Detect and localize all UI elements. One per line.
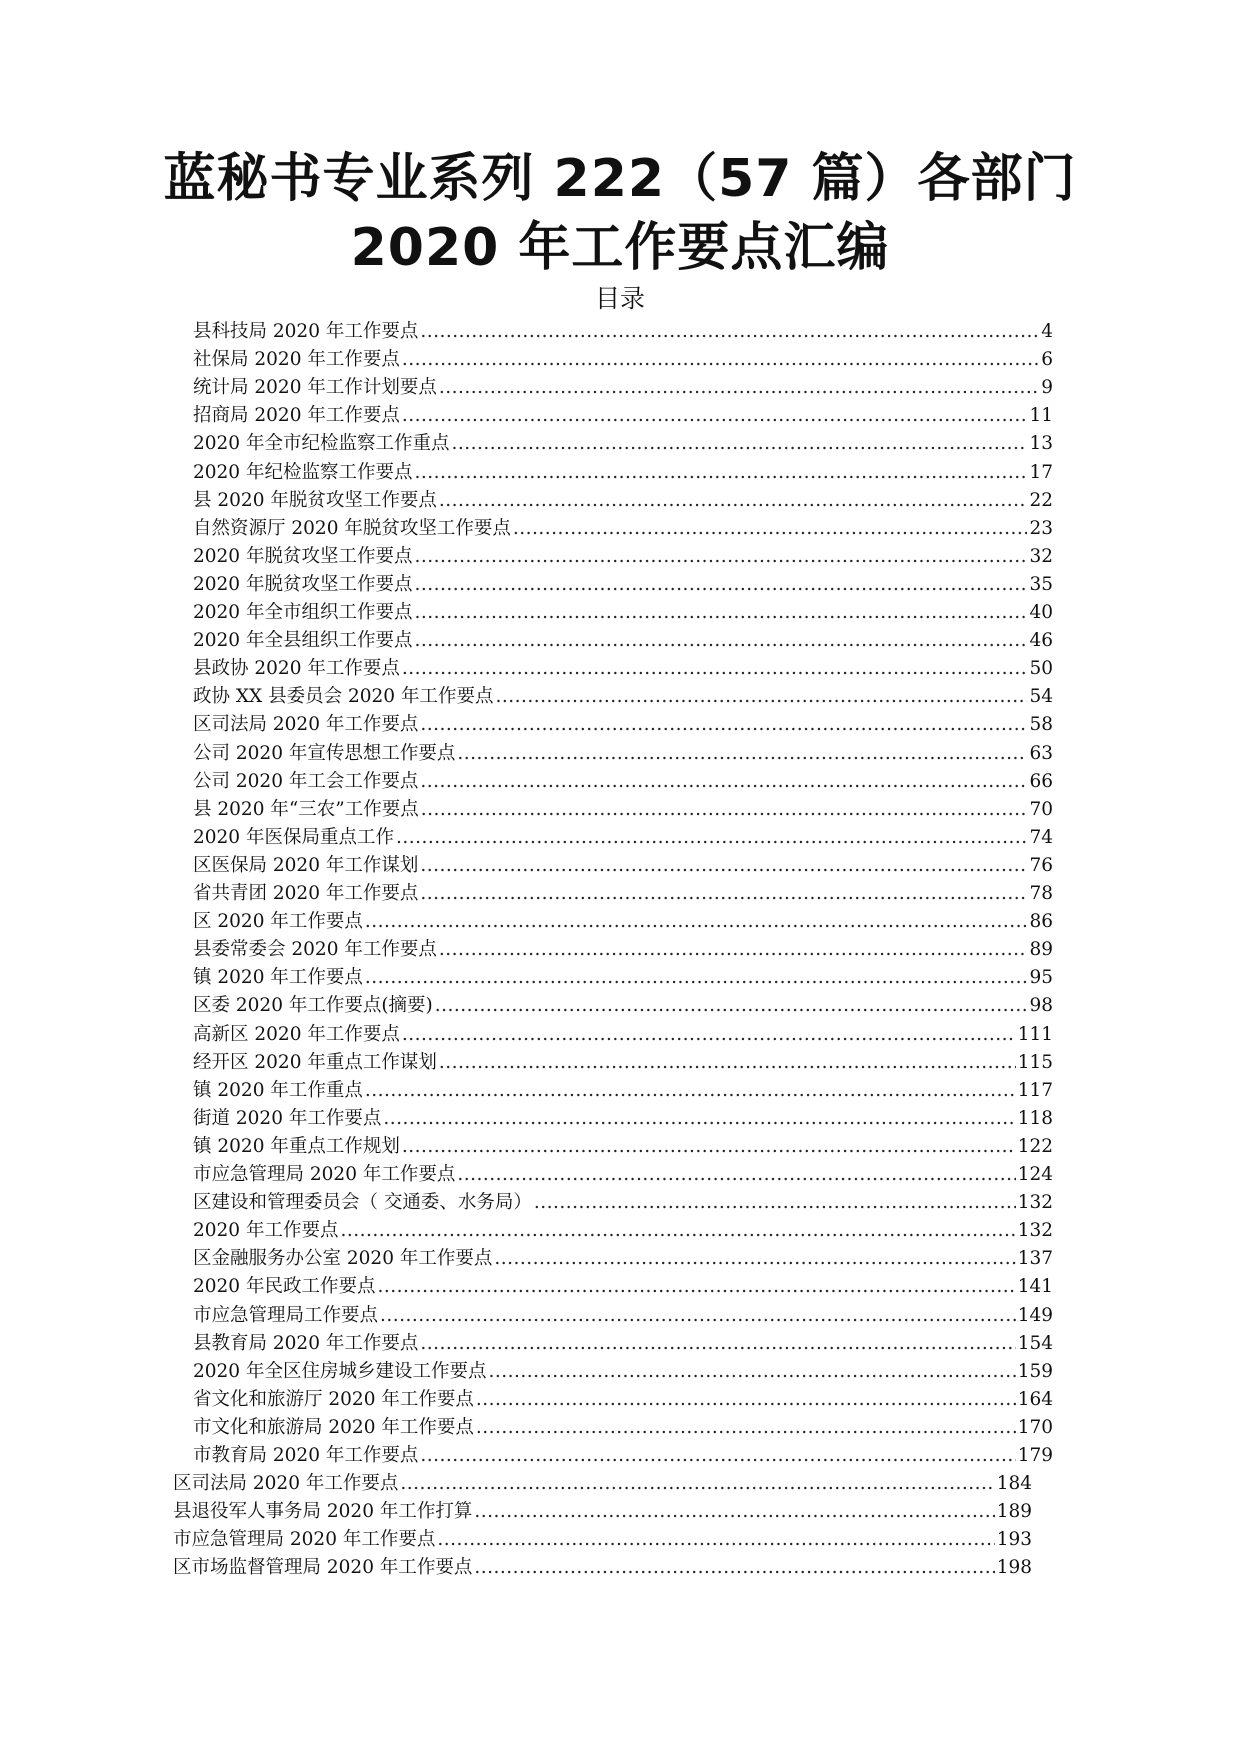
toc-entry-title: 2020 年全市组织工作要点 xyxy=(193,602,413,623)
toc-entry[interactable] xyxy=(193,1330,1053,1358)
toc-entry-title: 县委常委会 2020 年工作要点 xyxy=(193,939,437,961)
toc-entry-title: 区医保局 2020 年工作谋划 xyxy=(193,854,419,876)
toc-dot-leader xyxy=(474,1554,994,1582)
toc-entry[interactable] xyxy=(193,1161,1053,1189)
toc-dot-leader xyxy=(365,1077,1016,1105)
toc-dot-leader xyxy=(420,711,1027,739)
toc-dot-leader xyxy=(340,1217,1015,1245)
toc-dot-leader xyxy=(383,1105,1015,1133)
toc-dot-leader xyxy=(476,1386,1016,1414)
toc-entry[interactable] xyxy=(193,1302,1053,1330)
toc-entry[interactable] xyxy=(193,655,1053,683)
document-title-line-1: 蓝秘书专业系列 222（57 篇）各部门 xyxy=(163,149,1077,209)
toc-dot-leader xyxy=(420,852,1027,880)
toc-entry-title: 县 2020 年“三农”工作要点 xyxy=(193,798,419,820)
toc-entry-title: 区市场监督管理局 2020 年工作要点 xyxy=(173,1557,473,1579)
toc-entry[interactable] xyxy=(193,964,1053,992)
toc-dot-leader xyxy=(513,515,1028,543)
toc-entry[interactable] xyxy=(193,459,1053,487)
toc-entry-page: 58 xyxy=(1029,714,1053,736)
toc-entry[interactable] xyxy=(193,1245,1053,1273)
toc-entry[interactable] xyxy=(193,515,1053,543)
toc-dot-leader xyxy=(495,683,1027,711)
toc-entry-title: 政协 XX 县委员会 2020 年工作要点 xyxy=(193,686,494,708)
document-title-line-2: 2020 年工作要点汇编 xyxy=(350,218,890,278)
toc-dot-leader xyxy=(439,374,1039,402)
toc-dot-leader xyxy=(365,908,1028,936)
toc-entry-title: 高新区 2020 年工作要点 xyxy=(193,1023,400,1045)
toc-dot-leader xyxy=(414,459,1027,487)
toc-dot-leader xyxy=(414,599,1027,627)
toc-entry-title: 公司 2020 年工会工作要点 xyxy=(193,770,419,792)
toc-entry-title: 区建设和管理委员会（ 交通委、水务局） xyxy=(193,1192,532,1214)
toc-entry[interactable] xyxy=(193,571,1053,599)
toc-entry-title: 县退役军人事务局 2020 年工作打算 xyxy=(173,1501,473,1523)
toc-entry[interactable] xyxy=(193,1358,1053,1386)
toc-entry-title: 市文化和旅游局 2020 年工作要点 xyxy=(193,1416,474,1438)
toc-entry-page: 118 xyxy=(1017,1107,1053,1129)
toc-entry-title: 2020 年纪检监察工作要点 xyxy=(193,461,413,483)
toc-entry-page: 159 xyxy=(1017,1360,1053,1382)
toc-entry-page: 46 xyxy=(1029,630,1053,652)
toc-entry-page: 115 xyxy=(1017,1051,1053,1073)
toc-entry-page: 164 xyxy=(1017,1388,1053,1410)
toc-entry-page: 141 xyxy=(1017,1276,1053,1298)
toc-dot-leader xyxy=(534,1189,1016,1217)
toc-entry-page: 124 xyxy=(1017,1164,1053,1185)
toc-entry-page: 95 xyxy=(1029,967,1053,989)
toc-entry-title: 2020 年脱贫攻坚工作要点 xyxy=(193,573,413,595)
toc-entry-page: 54 xyxy=(1029,686,1053,708)
toc-entry-title: 省文化和旅游厅 2020 年工作要点 xyxy=(193,1388,474,1410)
toc-dot-leader xyxy=(400,1470,994,1498)
toc-entry-title: 镇 2020 年重点工作规划 xyxy=(193,1135,400,1157)
toc-dot-leader xyxy=(439,487,1028,515)
toc-dot-leader xyxy=(402,1021,1016,1049)
toc-entry-page: 23 xyxy=(1029,517,1053,539)
toc-entry-page: 70 xyxy=(1029,798,1053,820)
toc-dot-leader xyxy=(451,430,1027,458)
toc-entry-page: 132 xyxy=(1017,1192,1053,1214)
toc-entry[interactable] xyxy=(193,1442,1053,1470)
toc-entry-page: 32 xyxy=(1029,545,1053,567)
toc-entry-page: 149 xyxy=(1017,1304,1053,1326)
toc-entry-page: 6 xyxy=(1041,349,1053,371)
toc-entry[interactable] xyxy=(193,346,1053,374)
toc-entry-title: 区司法局 2020 年工作要点 xyxy=(193,714,419,736)
toc-entry-page: 170 xyxy=(1017,1416,1053,1438)
toc-heading: 目录 xyxy=(594,284,645,313)
toc-dot-leader xyxy=(380,1302,1016,1330)
toc-dot-leader xyxy=(439,936,1028,964)
toc-entry-page: 50 xyxy=(1029,658,1053,680)
toc-entry-page: 179 xyxy=(1017,1445,1053,1466)
toc-entry-title: 县科技局 2020 年工作要点 xyxy=(193,321,419,342)
toc-dot-leader xyxy=(402,402,1028,430)
toc-dot-leader xyxy=(365,964,1028,992)
toc-entry[interactable] xyxy=(193,740,1053,768)
toc-entry-title: 市应急管理局 2020 年工作要点 xyxy=(173,1529,436,1551)
toc-entry-page: 35 xyxy=(1029,573,1053,595)
toc-entry-title: 统计局 2020 年工作计划要点 xyxy=(193,377,437,399)
toc-entry-page: 198 xyxy=(996,1557,1032,1579)
toc-entry-title: 2020 年民政工作要点 xyxy=(193,1276,376,1298)
toc-dot-leader xyxy=(414,627,1027,655)
toc-dot-leader xyxy=(377,1273,1015,1301)
toc-entry[interactable] xyxy=(193,880,1053,908)
toc-entry[interactable] xyxy=(193,599,1053,627)
toc-dot-leader xyxy=(420,318,1039,346)
toc-entry-page: 122 xyxy=(1017,1135,1053,1157)
toc-entry[interactable] xyxy=(193,852,1053,880)
toc-entry[interactable] xyxy=(193,1021,1053,1049)
toc-entry-page: 137 xyxy=(1017,1248,1053,1270)
toc-entry-title: 区 2020 年工作要点 xyxy=(193,911,363,933)
toc-entry-title: 市应急管理局工作要点 xyxy=(193,1304,379,1326)
toc-entry-title: 公司 2020 年宣传思想工作要点 xyxy=(193,742,456,764)
toc-entry[interactable] xyxy=(193,627,1053,655)
toc-entry-title: 2020 年脱贫攻坚工作要点 xyxy=(193,545,413,567)
toc-entry-page: 17 xyxy=(1029,461,1053,483)
toc-entry[interactable] xyxy=(193,1105,1053,1133)
toc-entry-title: 省共青团 2020 年工作要点 xyxy=(193,883,419,904)
toc-entry-page: 98 xyxy=(1029,995,1053,1017)
toc-entry-title: 社保局 2020 年工作要点 xyxy=(193,349,400,371)
toc-entry[interactable] xyxy=(193,824,1053,852)
toc-entry-page: 40 xyxy=(1029,602,1053,623)
toc-entry[interactable] xyxy=(193,936,1053,964)
toc-entry[interactable] xyxy=(193,1273,1053,1301)
toc-entry[interactable] xyxy=(193,487,1053,515)
toc-entry-title: 区委 2020 年工作要点(摘要) xyxy=(193,995,433,1017)
toc-entry-page: 9 xyxy=(1041,377,1053,399)
toc-entry-page: 193 xyxy=(996,1529,1032,1551)
toc-entry-page: 22 xyxy=(1029,489,1053,511)
toc-entry-title: 2020 年全县组织工作要点 xyxy=(193,630,413,652)
toc-entry-page: 86 xyxy=(1029,911,1053,933)
toc-entry-title: 市应急管理局 2020 年工作要点 xyxy=(193,1164,456,1185)
toc-entry-page: 111 xyxy=(1017,1023,1053,1045)
toc-entry[interactable] xyxy=(173,1526,1032,1554)
toc-entry-page: 4 xyxy=(1041,321,1053,342)
toc-entry[interactable] xyxy=(193,1077,1053,1105)
toc-entry[interactable] xyxy=(193,683,1053,711)
toc-entry[interactable] xyxy=(193,711,1053,739)
toc-dot-leader xyxy=(435,992,1028,1020)
toc-entry[interactable] xyxy=(193,992,1053,1020)
toc-dot-leader xyxy=(439,1049,1016,1077)
toc-entry[interactable] xyxy=(193,543,1053,571)
toc-dot-leader xyxy=(457,1161,1015,1189)
toc-dot-leader xyxy=(437,1526,994,1554)
toc-entry[interactable] xyxy=(193,1189,1053,1217)
toc-entry-title: 自然资源厅 2020 年脱贫攻坚工作要点 xyxy=(193,517,511,539)
toc-dot-leader xyxy=(488,1358,1015,1386)
toc-entry-page: 154 xyxy=(1017,1332,1053,1354)
toc-entry[interactable] xyxy=(193,1414,1053,1442)
toc-entry-title: 街道 2020 年工作要点 xyxy=(193,1107,382,1129)
toc-entry[interactable] xyxy=(193,768,1053,796)
toc-entry[interactable] xyxy=(193,402,1053,430)
toc-entry-page: 74 xyxy=(1029,826,1053,848)
toc-entry[interactable] xyxy=(193,1133,1053,1161)
toc-entry[interactable] xyxy=(173,1498,1032,1526)
toc-dot-leader xyxy=(414,571,1027,599)
toc-entry[interactable] xyxy=(193,1217,1053,1245)
toc-entry-title: 县教育局 2020 年工作要点 xyxy=(193,1332,419,1354)
toc-dot-leader xyxy=(420,768,1027,796)
toc-entry-title: 2020 年全市纪检监察工作重点 xyxy=(193,433,450,455)
toc-dot-leader xyxy=(420,880,1027,908)
toc-entry[interactable] xyxy=(173,1470,1032,1498)
toc-entry-page: 184 xyxy=(996,1473,1032,1495)
toc-dot-leader xyxy=(396,824,1027,852)
toc-entry-title: 招商局 2020 年工作要点 xyxy=(193,405,400,427)
toc-entry-page: 13 xyxy=(1029,433,1053,455)
toc-entry-title: 市教育局 2020 年工作要点 xyxy=(193,1445,419,1466)
toc-entry[interactable] xyxy=(193,374,1053,402)
toc-dot-leader xyxy=(414,543,1027,571)
toc-entry-title: 县政协 2020 年工作要点 xyxy=(193,658,400,680)
toc-entry[interactable] xyxy=(193,796,1053,824)
toc-entry[interactable] xyxy=(193,1386,1053,1414)
toc-dot-leader xyxy=(476,1414,1016,1442)
toc-entry-title: 2020 年医保局重点工作 xyxy=(193,826,394,848)
toc-entry[interactable] xyxy=(193,1049,1053,1077)
toc-dot-leader xyxy=(420,1442,1015,1470)
toc-dot-leader xyxy=(402,346,1039,374)
toc-entry[interactable] xyxy=(193,430,1053,458)
toc-entry[interactable] xyxy=(193,908,1053,936)
toc-entry-title: 区金融服务办公室 2020 年工作要点 xyxy=(193,1248,493,1270)
toc-entry-title: 经开区 2020 年重点工作谋划 xyxy=(193,1051,437,1073)
toc-entry-title: 镇 2020 年工作重点 xyxy=(193,1079,363,1101)
toc-entry-page: 66 xyxy=(1029,770,1053,792)
toc-dot-leader xyxy=(494,1245,1015,1273)
toc-entry-title: 县 2020 年脱贫攻坚工作要点 xyxy=(193,489,437,511)
toc-dot-leader xyxy=(457,740,1027,768)
toc-dot-leader xyxy=(421,796,1028,824)
toc-entry-title: 区司法局 2020 年工作要点 xyxy=(173,1473,399,1495)
toc-entry-title: 镇 2020 年工作要点 xyxy=(193,967,363,989)
toc-entry-page: 78 xyxy=(1029,883,1053,904)
toc-entry[interactable] xyxy=(193,318,1053,346)
toc-entry-page: 11 xyxy=(1029,405,1053,427)
toc-dot-leader xyxy=(420,1330,1015,1358)
toc-entry-title: 2020 年全区住房城乡建设工作要点 xyxy=(193,1360,487,1382)
toc-entry-page: 63 xyxy=(1029,742,1053,764)
toc-entry-page: 76 xyxy=(1029,854,1053,876)
toc-entry-page: 189 xyxy=(996,1501,1032,1523)
toc-entry-title: 2020 年工作要点 xyxy=(193,1220,339,1242)
toc-dot-leader xyxy=(474,1498,994,1526)
toc-entry-page: 117 xyxy=(1017,1079,1053,1101)
toc-dot-leader xyxy=(402,1133,1016,1161)
toc-entry-page: 89 xyxy=(1029,939,1053,961)
toc-dot-leader xyxy=(402,655,1028,683)
toc-entry-page: 132 xyxy=(1017,1220,1053,1242)
toc-entry[interactable] xyxy=(173,1554,1032,1582)
